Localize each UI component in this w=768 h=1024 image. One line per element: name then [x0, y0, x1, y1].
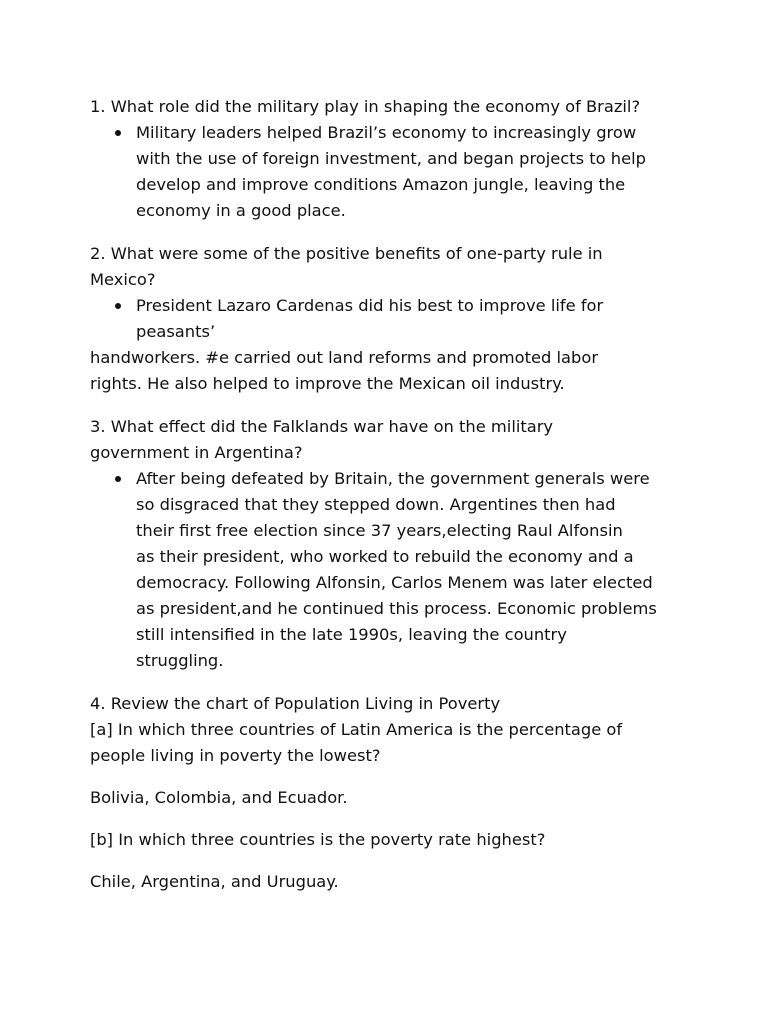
answer-line: After being defeated by Britain, the government generals were — [136, 469, 650, 488]
question-1 — [90, 94, 690, 224]
question-2-answer — [90, 293, 690, 345]
answer-line: Military leaders helped Brazil’s economy to increasingly grow — [136, 123, 637, 142]
question-1-answer-list — [90, 120, 690, 224]
answer-line: as president,and he continued this process. Economic problems — [136, 599, 657, 618]
question-4b-text: [b] In which three countries is the poverty rate highest? — [90, 830, 546, 849]
question-3 — [90, 414, 690, 674]
question-2-answer-continuation: rights. He also helped to improve the Mexican oil industry. — [90, 374, 565, 393]
question-2-text-line: 2. What were some of the positive benefits of one-party rule in — [90, 244, 603, 263]
question-2-text-line: Mexico? — [90, 270, 156, 289]
answer-line: so disgraced that they stepped down. Argentines then had — [136, 495, 616, 514]
answer-line: democracy. Following Alfonsin, Carlos Menem was later elected — [136, 573, 653, 592]
answer-line: President Lazaro Cardenas did his best to improve life for — [136, 296, 604, 315]
bullet-icon — [115, 130, 121, 136]
answer-line: economy in a good place. — [136, 201, 346, 220]
answer-line: still intensified in the late 1990s, leaving the country — [136, 625, 567, 644]
bullet-icon — [115, 476, 121, 482]
answer-line: peasants’ — [136, 322, 216, 341]
answer-line: their first free election since 37 years,electing Raul Alfonsin — [136, 521, 623, 540]
question-2-answer-continuation: handworkers. #e carried out land reforms and promoted labor — [90, 348, 599, 367]
question-4-text-line: people living in poverty the lowest? — [90, 746, 381, 765]
question-4-text-line: [a] In which three countries of Latin America is the percentage of — [90, 720, 623, 739]
question-2-answer-list — [90, 293, 690, 345]
bullet-icon — [115, 303, 121, 309]
answer-line: struggling. — [136, 651, 224, 670]
question-4a-answer: Bolivia, Colombia, and Ecuador. — [90, 788, 348, 807]
question-3-answer-list — [90, 466, 690, 674]
answer-line: develop and improve conditions Amazon jungle, leaving the — [136, 175, 626, 194]
question-1-answer — [90, 120, 690, 224]
question-4-text-line: 4. Review the chart of Population Living in Poverty — [90, 694, 501, 713]
answer-line: as their president, who worked to rebuild the economy and a — [136, 547, 634, 566]
question-3-text-line: 3. What effect did the Falklands war have on the military — [90, 417, 554, 436]
question-3-answer — [90, 466, 690, 674]
answer-line: with the use of foreign investment, and began projects to help — [136, 149, 647, 168]
question-4b-answer: Chile, Argentina, and Uruguay. — [90, 872, 339, 891]
question-2 — [90, 241, 690, 397]
question-3-text-line: government in Argentina? — [90, 443, 303, 462]
document-content — [90, 94, 690, 895]
question-1-text: 1. What role did the military play in shaping the economy of Brazil? — [90, 97, 641, 116]
question-4 — [90, 691, 690, 895]
